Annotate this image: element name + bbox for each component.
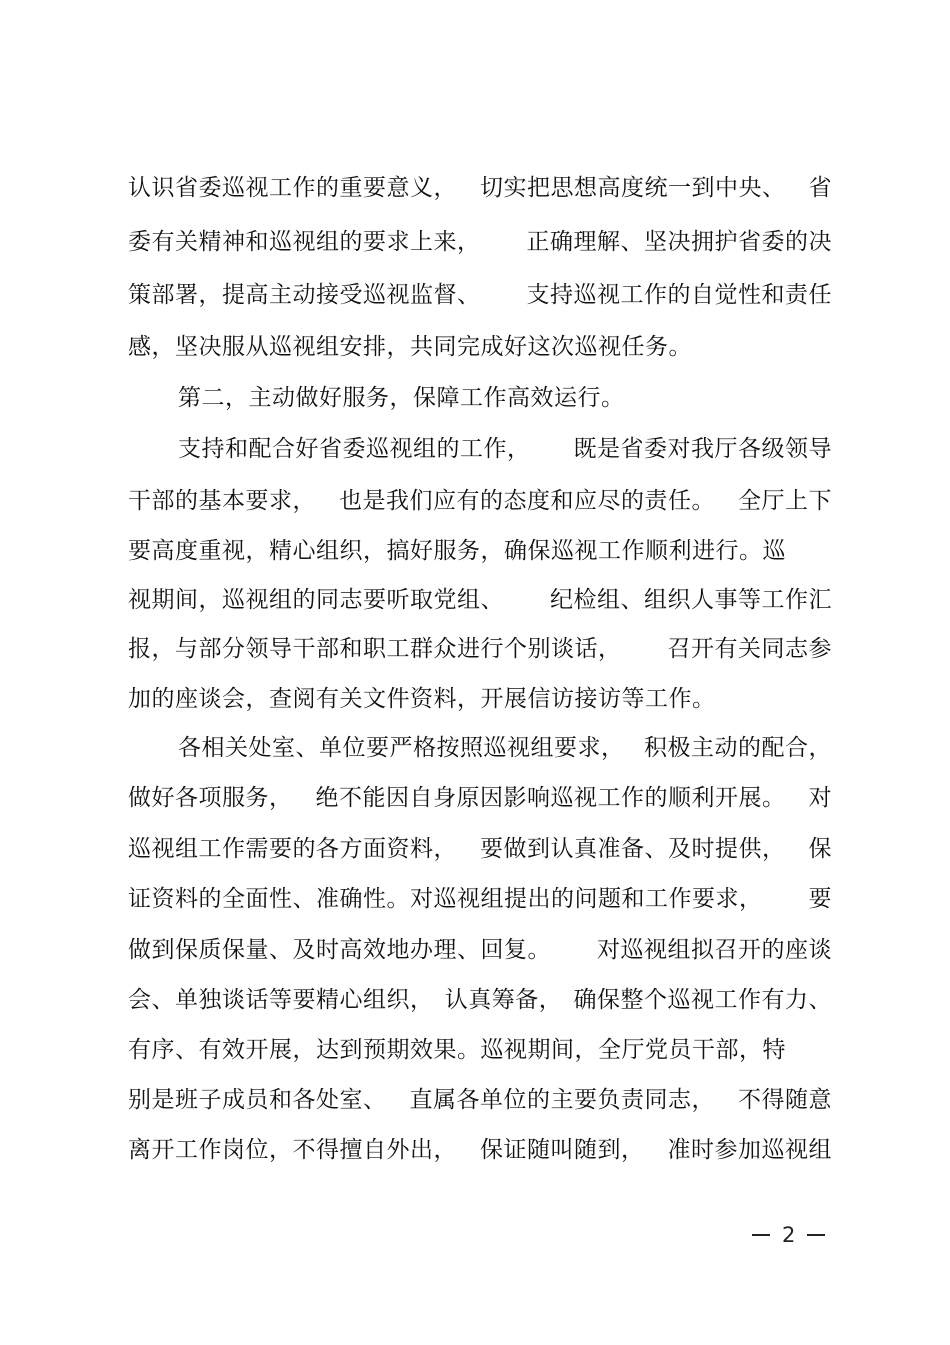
text-segment: 第二，主动做好服务，保障工作高效运行。 xyxy=(178,385,625,411)
text-segment: 对 xyxy=(808,785,832,811)
text-segment: 委有关精神和巡视组的要求上来， xyxy=(128,229,481,255)
page-number xyxy=(752,1220,825,1250)
text-line xyxy=(128,484,832,518)
text-line xyxy=(128,1133,832,1167)
text-line xyxy=(128,330,832,364)
text-segment: 认识省委巡视工作的重要意义， xyxy=(128,175,457,201)
page-number-right-dash xyxy=(807,1234,825,1236)
text-line xyxy=(128,882,832,916)
text-segment: 支持和配合好省委巡视组的工作， xyxy=(178,436,531,462)
text-segment: 不得随意 xyxy=(738,1087,832,1113)
text-line xyxy=(128,278,832,312)
text-line xyxy=(178,381,832,415)
text-segment: 保 xyxy=(808,836,832,862)
text-segment: 省 xyxy=(808,175,832,201)
text-segment: 纪检组、组织人事等工作汇 xyxy=(550,587,832,613)
text-segment: 策部署，提高主动接受巡视监督、 xyxy=(128,282,481,308)
page-number-left-dash xyxy=(752,1234,770,1236)
text-segment: 绝不能因自身原因影响巡视工作的顺利开展。 xyxy=(315,785,786,811)
text-segment: 认真筹备， xyxy=(444,987,563,1013)
text-segment: 直属各单位的主要负责同志， xyxy=(409,1087,715,1113)
text-line xyxy=(128,781,832,815)
text-line xyxy=(128,534,832,568)
text-line xyxy=(178,432,832,466)
text-segment: 确保整个巡视工作有力、 xyxy=(573,987,832,1013)
text-line xyxy=(128,171,832,205)
text-segment: 感，坚决服从巡视组安排，共同完成好这次巡视任务。 xyxy=(128,334,692,360)
text-segment: 干部的基本要求， xyxy=(128,488,316,514)
text-line xyxy=(128,225,832,259)
text-segment: 做好各项服务， xyxy=(128,785,293,811)
text-line xyxy=(128,933,832,967)
text-segment: 支持巡视工作的自觉性和责任 xyxy=(526,282,832,308)
text-segment: 别是班子成员和各处室、 xyxy=(128,1087,387,1113)
text-segment: 要 xyxy=(808,886,832,912)
text-segment: 要高度重视，精心组织，搞好服务，确保巡视工作顺利进行。巡 xyxy=(128,538,786,564)
text-line xyxy=(128,632,832,666)
text-segment: 要做到认真准备、及时提供， xyxy=(480,836,786,862)
text-segment: 报，与部分领导干部和职工群众进行个别谈话， xyxy=(128,636,622,662)
text-line xyxy=(128,1033,832,1067)
text-line xyxy=(128,1083,832,1117)
text-segment: 召开有关同志参 xyxy=(667,636,832,662)
text-line xyxy=(178,731,832,765)
text-line xyxy=(128,583,832,617)
text-segment: 各相关处室、单位要严格按照巡视组要求， xyxy=(178,735,625,761)
text-segment: 正确理解、坚决拥护省委的决 xyxy=(526,229,832,255)
text-segment: 做到保质保量、及时高效地办理、回复。 xyxy=(128,937,551,963)
text-segment: 切实把思想高度统一到中央、 xyxy=(480,175,786,201)
text-line xyxy=(128,682,832,716)
text-segment: 全厅上下 xyxy=(738,488,832,514)
text-segment: 积极主动的配合， xyxy=(644,735,832,761)
text-segment: 离开工作岗位，不得擅自外出， xyxy=(128,1137,457,1163)
text-segment: 准时参加巡视组 xyxy=(667,1137,832,1163)
text-segment: 有序、有效开展，达到预期效果。巡视期间，全厅党员干部，特 xyxy=(128,1037,786,1063)
page-number-value: 2 xyxy=(782,1223,796,1247)
text-line xyxy=(128,832,832,866)
text-segment: 视期间，巡视组的同志要听取党组、 xyxy=(128,587,504,613)
text-segment: 既是省委对我厅各级领导 xyxy=(573,436,832,462)
text-segment: 对巡视组拟召开的座谈 xyxy=(597,937,832,963)
text-segment: 证资料的全面性、准确性。对巡视组提出的问题和工作要求， xyxy=(128,886,763,912)
text-segment: 会、单独谈话等要精心组织， xyxy=(128,987,434,1013)
text-segment: 也是我们应有的态度和应尽的责任。 xyxy=(339,488,715,514)
text-segment: 巡视组工作需要的各方面资料， xyxy=(128,836,457,862)
text-line xyxy=(128,983,832,1017)
text-segment: 加的座谈会，查阅有关文件资料，开展信访接访等工作。 xyxy=(128,686,716,712)
text-segment: 保证随叫随到， xyxy=(480,1137,645,1163)
